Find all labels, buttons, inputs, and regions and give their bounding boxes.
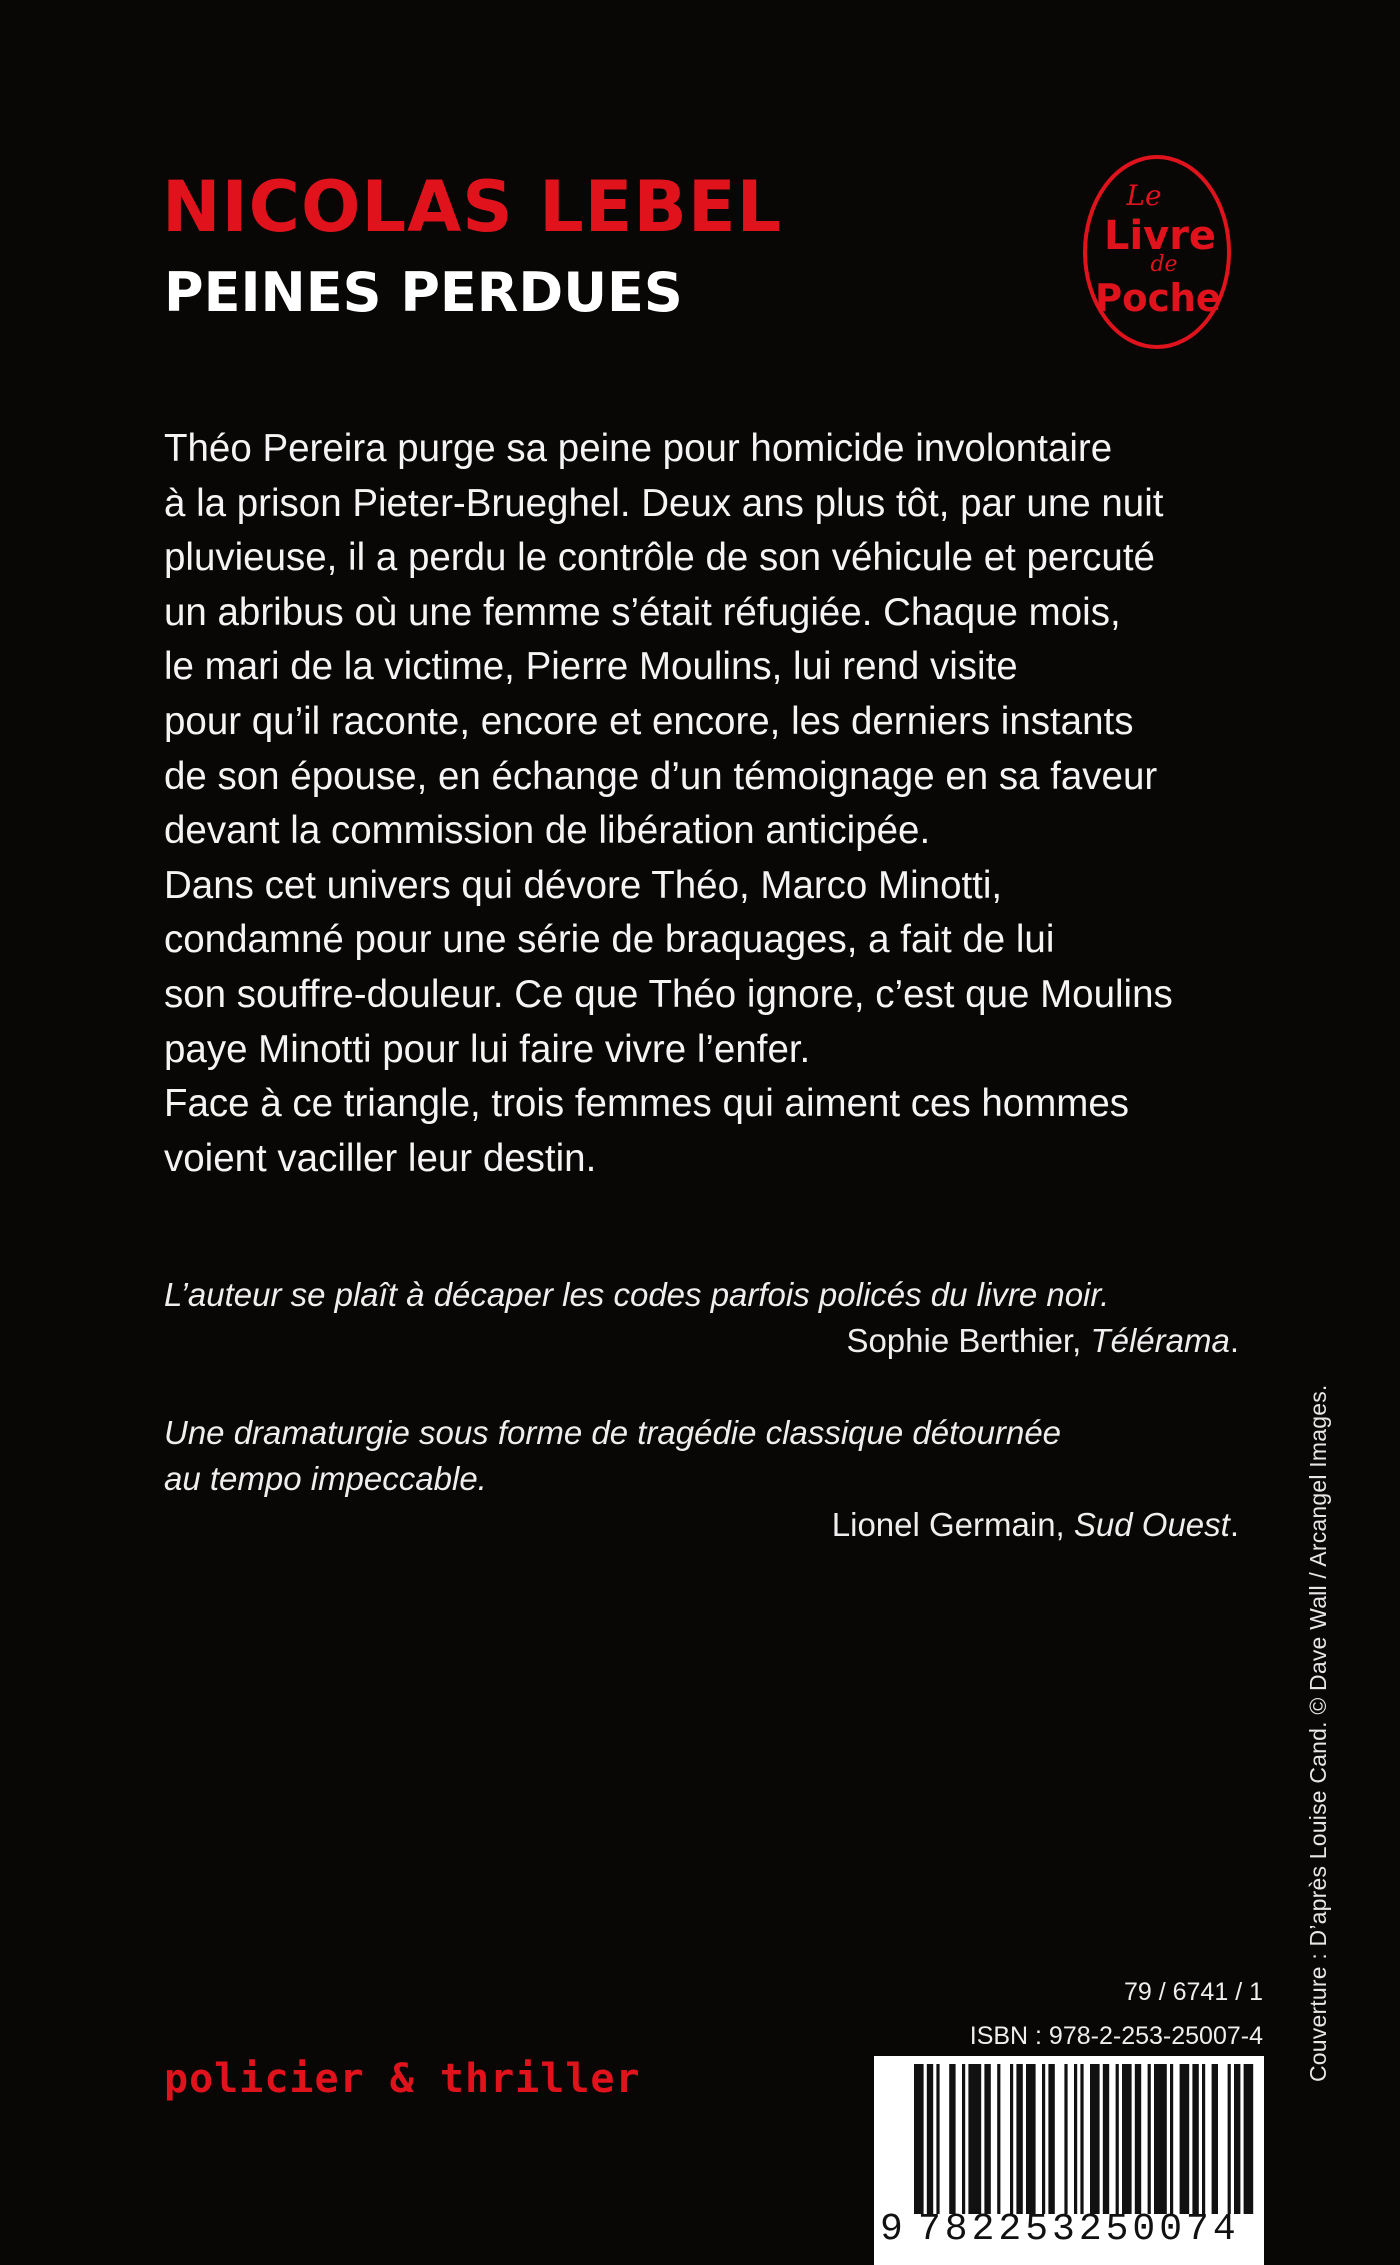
author-name: NICOLAS LEBEL	[162, 166, 783, 248]
barcode-bar	[997, 2064, 1000, 2214]
blurb-line: voient vaciller leur destin.	[164, 1136, 597, 1180]
quote-text: L’auteur se plaît à décaper les codes parfois policés du livre noir.	[164, 1276, 1110, 1313]
blurb-line: Face à ce triangle, trois femmes qui aiment ces hommes	[164, 1082, 1130, 1126]
genre-label: policier & thriller	[164, 2056, 641, 2102]
press-quote-1	[164, 1272, 1239, 1364]
quote-text: Une dramaturgie sous forme de tragédie classique détournée	[164, 1414, 1062, 1451]
blurb-line: pluvieuse, il a perdu le contrôle de son véhicule et percuté	[164, 536, 1155, 580]
barcode	[874, 2056, 1264, 2265]
blurb-line: le mari de la victime, Pierre Moulins, lui rend visite	[164, 645, 1018, 689]
barcode-bar	[1180, 2064, 1190, 2214]
quote-author: Sophie Berthier,	[846, 1322, 1091, 1359]
barcode-bar	[1074, 2064, 1077, 2214]
quote-text: au tempo impeccable.	[164, 1460, 487, 1497]
quote-source: Télérama	[1090, 1322, 1230, 1359]
quote-attribution	[164, 1502, 1239, 1548]
logo-line1: Le	[1126, 179, 1162, 212]
logo-line3: de	[1150, 252, 1178, 277]
blurb-line: un abribus où une femme s’était réfugiée. Chaque mois,	[164, 590, 1121, 634]
barcode-bar	[1042, 2064, 1045, 2214]
barcode-bar	[1244, 2064, 1254, 2214]
book-title: PEINES PERDUES	[164, 261, 683, 324]
quote-end: .	[1229, 1322, 1239, 1359]
barcode-bar	[1048, 2064, 1054, 2214]
barcode-bar	[1116, 2064, 1119, 2214]
quote-source: Sud Ouest	[1073, 1506, 1230, 1543]
barcode-bar	[949, 2064, 955, 2214]
barcode-bar	[1064, 2064, 1067, 2214]
barcode-bar	[1122, 2064, 1132, 2214]
barcode-first-digit: 9	[880, 2208, 903, 2251]
barcode-bar	[1212, 2064, 1218, 2214]
barcode-bar	[1234, 2064, 1240, 2214]
cover-credit: Couverture : D’après Louise Cand. © Dave Wall / Arcangel Images.	[1305, 1384, 1331, 2082]
quote-author: Lionel Germain,	[831, 1506, 1074, 1543]
barcode-bar	[1103, 2064, 1109, 2214]
isbn: ISBN : 978-2-253-25007-4	[969, 2022, 1263, 2050]
barcode-bar	[1010, 2064, 1013, 2214]
logo-line4: Poche	[1095, 276, 1221, 320]
quote-end: .	[1229, 1506, 1239, 1543]
barcode-bar	[1170, 2064, 1173, 2214]
catalog-code: 79 / 6741 / 1	[1123, 1978, 1263, 2006]
blurb-line: condamné pour une série de braquages, a fait de lui	[164, 918, 1055, 962]
barcode-bar	[1080, 2064, 1083, 2214]
barcode-bar	[1154, 2064, 1167, 2214]
blurb-line: paye Minotti pour lui faire vivre l’enfer.	[164, 1027, 811, 1071]
barcode-bar	[1202, 2064, 1205, 2214]
barcode-bar	[927, 2064, 933, 2214]
barcode-bar	[1135, 2064, 1141, 2214]
blurb-line: à la prison Pieter-Brueghel. Deux ans plus tôt, par une nuit	[164, 481, 1164, 525]
quote-attribution	[164, 1318, 1239, 1364]
blurb-line: pour qu’il raconte, encore et encore, les derniers instants	[164, 699, 1134, 743]
barcode-bar	[1016, 2064, 1022, 2214]
press-quote-2	[164, 1410, 1239, 1548]
blurb-line: de son épouse, en échange d’un témoignage en sa faveur	[164, 754, 1158, 798]
blurb-line: Théo Pereira purge sa peine pour homicide involontaire	[164, 427, 1113, 470]
blurb-line: devant la commission de libération anticipée.	[164, 809, 931, 853]
barcode-number: 782253250074	[918, 2208, 1240, 2251]
barcode-bar	[936, 2064, 939, 2214]
barcode-bar	[968, 2064, 981, 2214]
barcode-bar	[1090, 2064, 1100, 2214]
blurb-line: son souffre-douleur. Ce que Théo ignore, c’est que Moulins	[164, 972, 1173, 1016]
barcode-bar	[914, 2064, 924, 2214]
barcode-bar	[1148, 2064, 1151, 2214]
back-cover-blurb	[164, 422, 1244, 1186]
logo-line2: Livre	[1104, 213, 1216, 259]
barcode-bar	[1026, 2064, 1036, 2214]
barcode-bar	[962, 2064, 965, 2214]
catalog-info	[970, 1970, 1263, 2058]
blurb-line: Dans cet univers qui dévore Théo, Marco Minotti,	[164, 863, 1003, 907]
publisher-logo	[1080, 153, 1235, 353]
barcode-bars	[874, 2056, 1264, 2216]
barcode-bar	[984, 2064, 990, 2214]
barcode-bar	[1192, 2064, 1198, 2214]
barcode-bar	[1228, 2064, 1231, 2214]
